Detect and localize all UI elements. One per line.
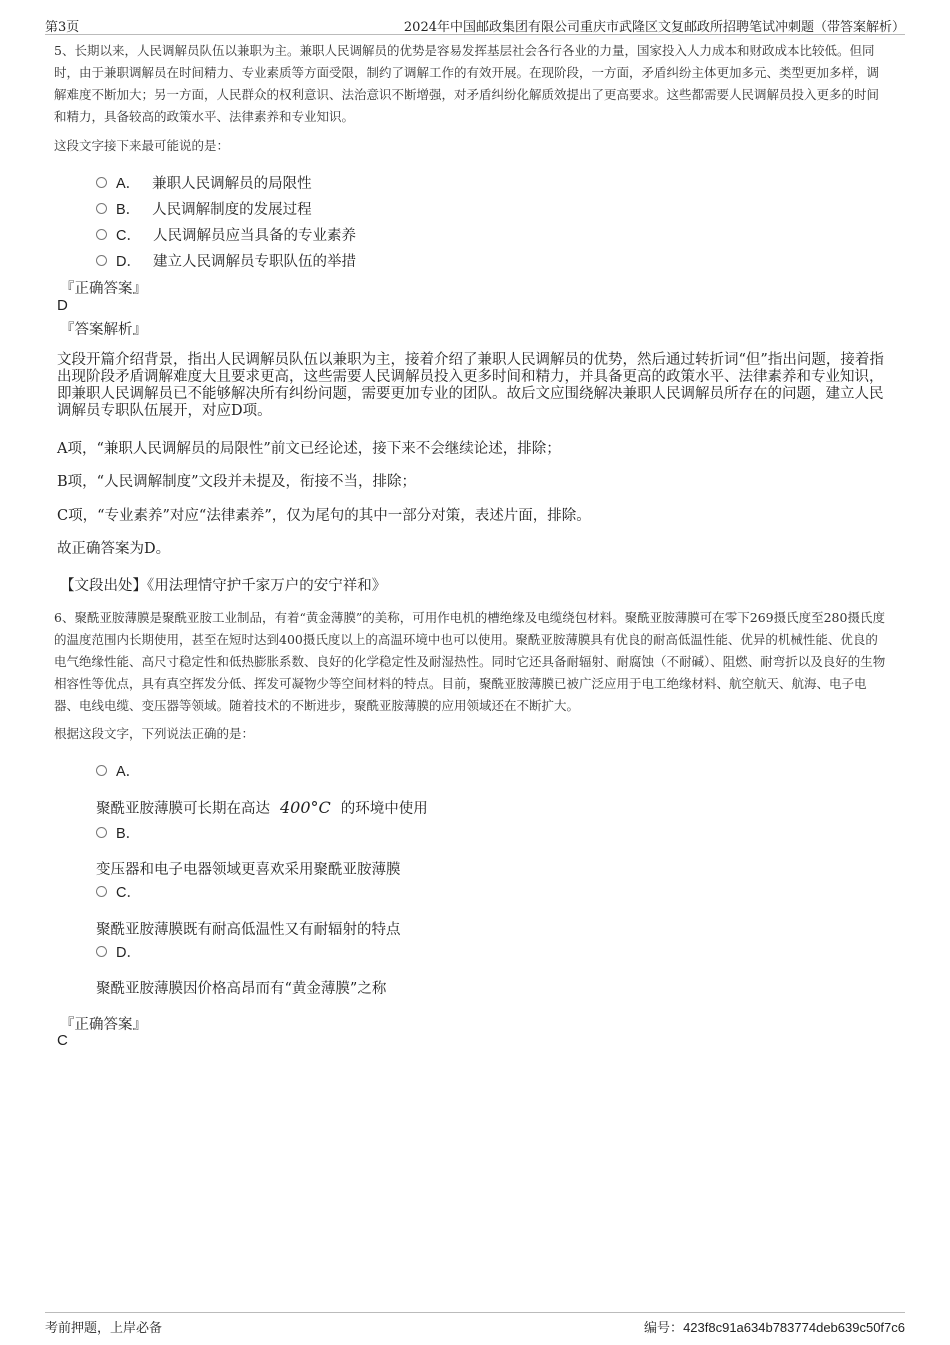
radio-icon[interactable] [96, 203, 107, 214]
option-6a-text: 聚酰亚胺薄膜可长期在高达 400°C 的环境中使用 [96, 798, 428, 817]
page-header [45, 14, 905, 35]
option-6d-text: 聚酰亚胺薄膜因价格高昂而有“黄金薄膜”之称 [96, 981, 387, 997]
answer-6: C [57, 1032, 68, 1049]
radio-icon[interactable] [96, 255, 107, 266]
radio-icon[interactable] [96, 946, 107, 957]
option-6a[interactable]: A． [96, 760, 152, 781]
answer-5: D [57, 297, 68, 314]
option-5c[interactable]: C． 人民调解员应当具备的专业素养 [96, 224, 356, 245]
analysis-paragraph: A项，“兼职人民调解员的局限性”前文已经论述，接下来不会继续论述，排除； [57, 441, 561, 457]
option-6b[interactable]: B． [96, 822, 152, 843]
option-5a[interactable]: A． 兼职人民调解员的局限性 [96, 172, 312, 193]
analysis-label-5: 『答案解析』 [60, 322, 147, 338]
option-6c[interactable]: C． [96, 881, 153, 902]
option-6b-text: 变压器和电子电器领域更喜欢采用聚酰亚胺薄膜 [96, 862, 401, 878]
analysis-paragraph: B项，“人民调解制度”文段并未提及，衔接不当，排除； [57, 474, 416, 490]
radio-icon[interactable] [96, 827, 107, 838]
analysis-paragraph: 文段开篇介绍背景，指出人民调解员队伍以兼职为主，接着介绍了兼职人民调解员的优势，然后通过转折词“但”指出问题，接着指出现阶段矛盾调解难度大且要求更高，这些需要人民调解员投入更多时间和精力，并具备更高的政策水平、法律素养和专业知识，即兼职人民调解员已不能够解决所有纠纷问题，需要更加专业的团队。故后文应围绕解决兼职人民调解员所存在的问题，建立人民调解员专职队伍展开，对应D项。 [57, 352, 884, 419]
question-6-prompt: 根据这段文字，下列说法正确的是： [54, 726, 255, 741]
radio-icon[interactable] [96, 177, 107, 188]
radio-icon[interactable] [96, 886, 107, 897]
page-number: 第3页 [45, 20, 80, 35]
option-6d[interactable]: D． [96, 941, 153, 962]
temperature-formula: 400°C [280, 798, 331, 817]
question-5-prompt: 这段文字接下来最可能说的是： [54, 138, 230, 153]
source-citation: 【文段出处】《用法理情守护千家万户的安宁祥和》 [60, 578, 387, 594]
question-6-text: 6、聚酰亚胺薄膜是聚酰亚胺工业制品，有着“黄金薄膜”的美称，可用作电机的槽绝缘及电缆绕包材料。聚酰亚胺薄膜可在零下269摄氏度至280摄氏度的温度范围内长期使用，甚至在短时达到400摄氏度以上的高温环境中也可以使用。聚酰亚胺薄膜具有优良的耐高低温性能、优异的机械性能、优良的电气绝缘性能、高尺寸稳定性和低热膨胀系数、良好的化学稳定性及耐湿热性。同时它还具备耐辐射、耐腐蚀（不耐碱）、阻燃、耐弯折以及良好的生物相容性等优点，具有真空挥发分低、挥发可凝物少等空间材料的特点。目前，聚酰亚胺薄膜已被广泛应用于电工绝缘材料、航空航天、航海、电子电器、电线电缆、变压器等领域。随着技术的不断进步，聚酰亚胺薄膜的应用领域还在不断扩大。 [54, 610, 886, 713]
page-footer [45, 1312, 905, 1335]
question-5-text: 5、长期以来，人民调解员队伍以兼职为主。兼职人民调解员的优势是容易发挥基层社会各行各业的力量，国家投入人力成本和财政成本比较低。但同时，由于兼职调解员在时间精力、专业素质等方面受限，制约了调解工作的有效开展。在现阶段，一方面，矛盾纠纷主体更加多元、类型更加多样，调解难度不断加大；另一方面，人民群众的权利意识、法治意识不断增强，对矛盾纠纷化解质效提出了更高要求。这些都需要人民调解员投入更多的时间和精力，具备较高的政策水平、法律素养和专业知识。 [54, 43, 880, 124]
document-title: 2024年中国邮政集团有限公司重庆市武隆区文复邮政所招聘笔试冲刺题（带答案解析） [403, 20, 905, 35]
option-5d[interactable]: D． 建立人民调解员专职队伍的举措 [96, 250, 356, 271]
answer-label-5: 『正确答案』 [60, 281, 147, 297]
option-6c-text: 聚酰亚胺薄膜既有耐高低温性又有耐辐射的特点 [96, 922, 401, 938]
radio-icon[interactable] [96, 765, 107, 776]
document-code: 编号：423f8c91a634b783774deb639c50f7c6 [644, 1320, 905, 1336]
analysis-paragraph: 故正确答案为D。 [57, 541, 171, 557]
radio-icon[interactable] [96, 229, 107, 240]
footer-slogan: 考前押题，上岸必备 [45, 1321, 163, 1336]
answer-label-6: 『正确答案』 [60, 1017, 147, 1033]
option-5b[interactable]: B． 人民调解制度的发展过程 [96, 198, 312, 219]
analysis-paragraph: C项，“专业素养”对应“法律素养”，仅为尾句的其中一部分对策，表述片面，排除。 [57, 508, 591, 524]
